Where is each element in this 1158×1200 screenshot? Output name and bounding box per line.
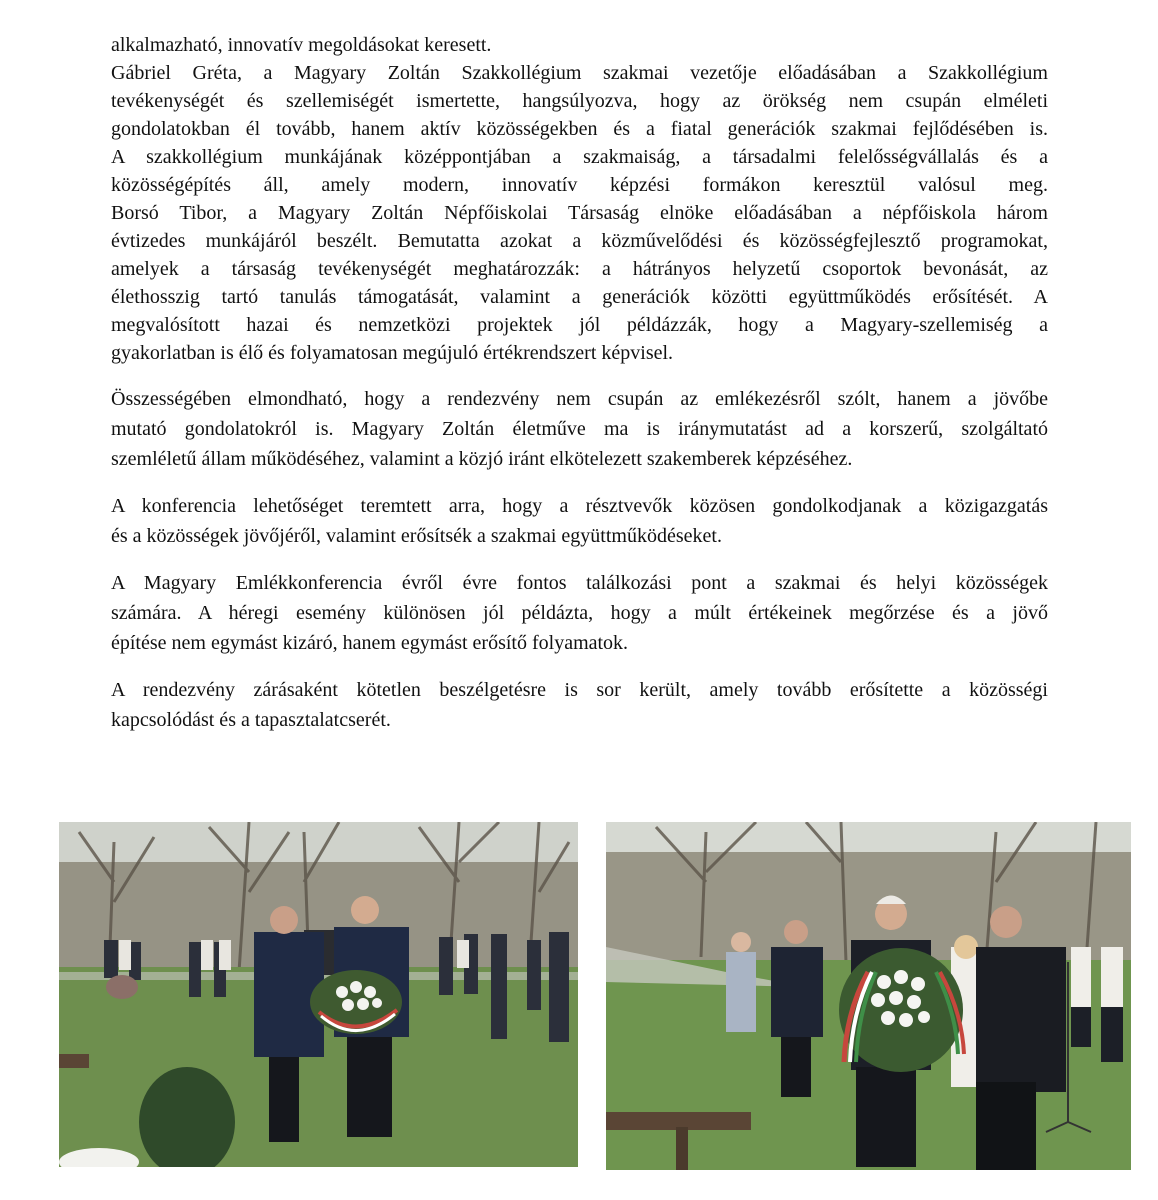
text-line: közösségépítés áll, amely modern, innovatív képzési formákon keresztül valósul meg. bbox=[111, 174, 1048, 196]
paragraph-conference bbox=[111, 491, 1048, 551]
text-line: és a közösségek jövőjéről, valamint erősítsék a szakmai együttműködéseket. bbox=[111, 525, 722, 547]
text-line: Gábriel Gréta, a Magyary Zoltán Szakkollégium szakmai vezetője előadásában a Szakkollégium bbox=[111, 62, 1048, 84]
text-line: kapcsolódást és a tapasztalatcserét. bbox=[111, 709, 391, 731]
text-line: A Magyary Emlékkonferencia évről évre fontos találkozási pont a szakmai és helyi közösségek bbox=[111, 572, 1048, 594]
text-line: gondolatokban él tovább, hanem aktív közösségekben és a fiatal generációk szakmai fejlődésében is. bbox=[111, 118, 1048, 140]
text-line: Összességében elmondható, hogy a rendezvény nem csupán az emlékezésről szólt, hanem a jövőbe bbox=[111, 388, 1048, 410]
text-line: megvalósított hazai és nemzetközi projektek jól példázzák, hogy a Magyary-szellemiség a bbox=[111, 314, 1048, 336]
paragraph-closing bbox=[111, 675, 1048, 735]
text-line: Borsó Tibor, a Magyary Zoltán Népfőiskolai Társaság elnöke előadásában a népfőiskola három bbox=[111, 202, 1048, 224]
text-line: A rendezvény zárásaként kötetlen beszélgetésre is sor került, amely tovább erősítette a közösségi bbox=[111, 679, 1048, 701]
wreath-laying-photo-left bbox=[59, 822, 578, 1167]
text-line: alkalmazható, innovatív megoldásokat keresett. bbox=[111, 34, 492, 56]
text-line: mutató gondolatokról is. Magyary Zoltán életműve ma is iránymutatást ad a korszerű, szolgáltató bbox=[111, 418, 1048, 440]
text-line: számára. A héregi esemény különösen jól példázta, hogy a múlt értékeinek megőrzése és a jövő bbox=[111, 602, 1048, 624]
paragraph-speakers bbox=[111, 31, 1048, 367]
text-line: amelyek a társaság tevékenységét meghatározzák: a hátrányos helyzetű csoportok bevonását, az bbox=[111, 258, 1048, 280]
text-line: évtizedes munkájáról beszélt. Bemutatta azokat a közművelődési és közösségfejlesztő programokat, bbox=[111, 230, 1048, 252]
text-line: szemléletű állam működéséhez, valamint a közjó iránt elkötelezett szakemberek képzéséhez. bbox=[111, 448, 853, 470]
article-body bbox=[111, 31, 1048, 752]
text-line: tevékenységét és szellemiségét ismertette, hangsúlyozva, hogy az örökség nem csupán elméleti bbox=[111, 90, 1048, 112]
paragraph-summary bbox=[111, 384, 1048, 474]
text-line: A szakkollégium munkájának középpontjában a szakmaiság, a társadalmi felelősségvállalás és a bbox=[111, 146, 1048, 168]
paragraph-memorial-conference bbox=[111, 568, 1048, 658]
wreath-laying-photo-right bbox=[606, 822, 1131, 1170]
text-line: élethosszig tartó tanulás támogatását, valamint a generációk közötti együttműködés erősítését. A bbox=[111, 286, 1048, 308]
text-line: építése nem egymást kizáró, hanem egymást erősítő folyamatok. bbox=[111, 632, 629, 654]
photo-scene bbox=[59, 822, 578, 1167]
text-line: gyakorlatban is élő és folyamatosan megújuló értékrendszert képvisel. bbox=[111, 342, 674, 364]
text-line: A konferencia lehetőséget teremtett arra, hogy a résztvevők közösen gondolkodjanak a közigazgatás bbox=[111, 495, 1048, 517]
photo-scene bbox=[606, 822, 1131, 1170]
